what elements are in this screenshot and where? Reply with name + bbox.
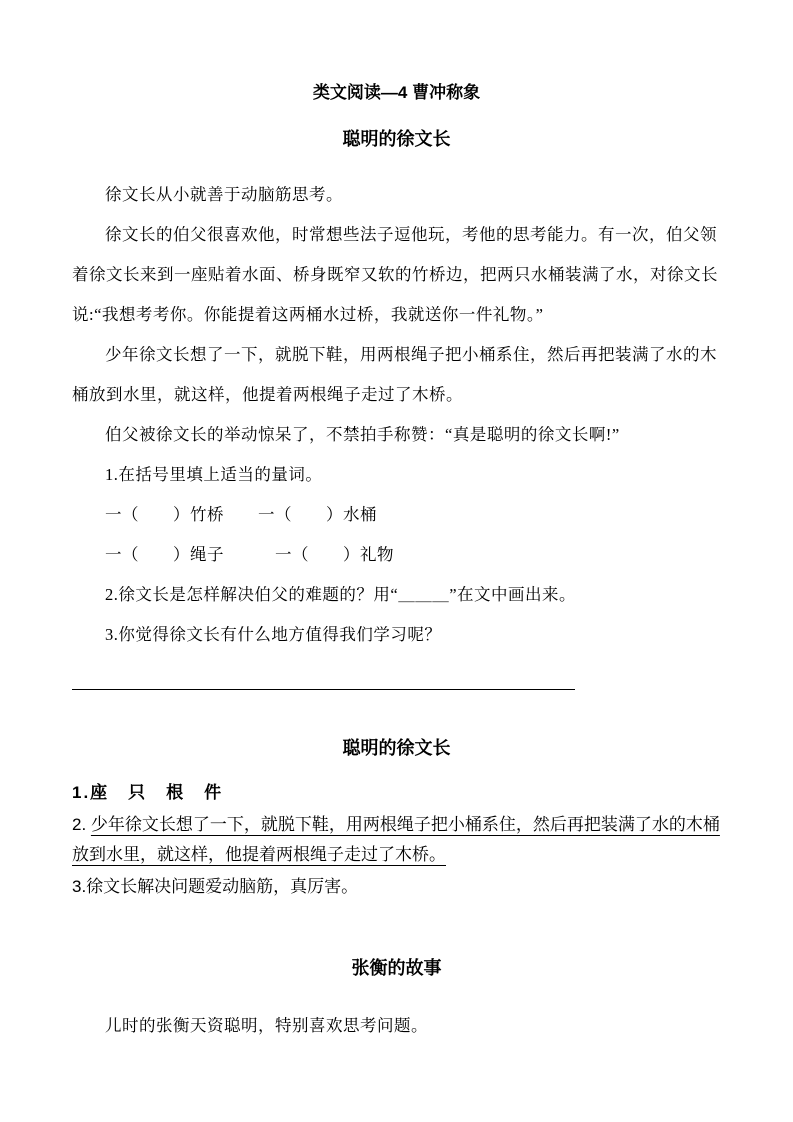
story2-paragraph-1: 儿时的张衡天资聪明，特别喜欢思考问题。	[105, 1016, 428, 1035]
answer-1: 1.座 只 根 件	[72, 783, 224, 802]
reading-paragraph-1: 徐文长从小就善于动脑筋思考。	[105, 185, 343, 204]
answer-2-text: 少年徐文长想了一下，就脱下鞋，用两根绳子把小桶系住，然后再把装满了水的木桶放到水里，就这样，他提着两根绳子走过了木桥。	[72, 815, 720, 864]
question-1-blank-line-1: 一（ ）竹桥 一（ ）水桶	[105, 505, 377, 524]
question-1-blank-line-2: 一（ ）绳子 一（ ）礼物	[105, 545, 394, 564]
reading-paragraph-2: 徐文长的伯父很喜欢他，时常想些法子逗他玩，考他的思考能力。有一次，伯父领着徐文长来到一座贴着水面、桥身既窄又软的竹桥边，把两只水桶装满了水，对徐文长说:“我想考考你。你能提着这两桶水过桥，我就送你一件礼物。”	[72, 225, 718, 324]
story2-heading: 张衡的故事	[351, 958, 442, 978]
reading-paragraph-3: 少年徐文长想了一下，就脱下鞋，用两根绳子把小桶系住，然后再把装满了水的木桶放到水里，就这样，他提着两根绳子走过了木桥。	[72, 345, 717, 404]
answers-section	[72, 734, 721, 902]
section-divider	[72, 689, 575, 690]
question-1: 1.在括号里填上适当的量词。	[105, 465, 323, 484]
answer-3: 3.徐文长解决问题爱动脑筋，真厉害。	[72, 877, 359, 896]
question-2: 2.徐文长是怎样解决伯父的难题的？用“＿＿＿”在文中画出来。	[105, 585, 577, 604]
question-3: 3.你觉得徐文长有什么地方值得我们学习呢？	[105, 625, 442, 644]
answers-heading: 聪明的徐文长	[342, 738, 451, 758]
reading-heading: 聪明的徐文长	[342, 129, 451, 149]
reading-paragraph-4: 伯父被徐文长的举动惊呆了，不禁拍手称赞：“真是聪明的徐文长啊!”	[105, 425, 620, 444]
document-title: 类文阅读—4 曹冲称象	[312, 83, 481, 102]
answer-2	[72, 810, 721, 870]
answer-2-number: 2.	[72, 815, 91, 834]
